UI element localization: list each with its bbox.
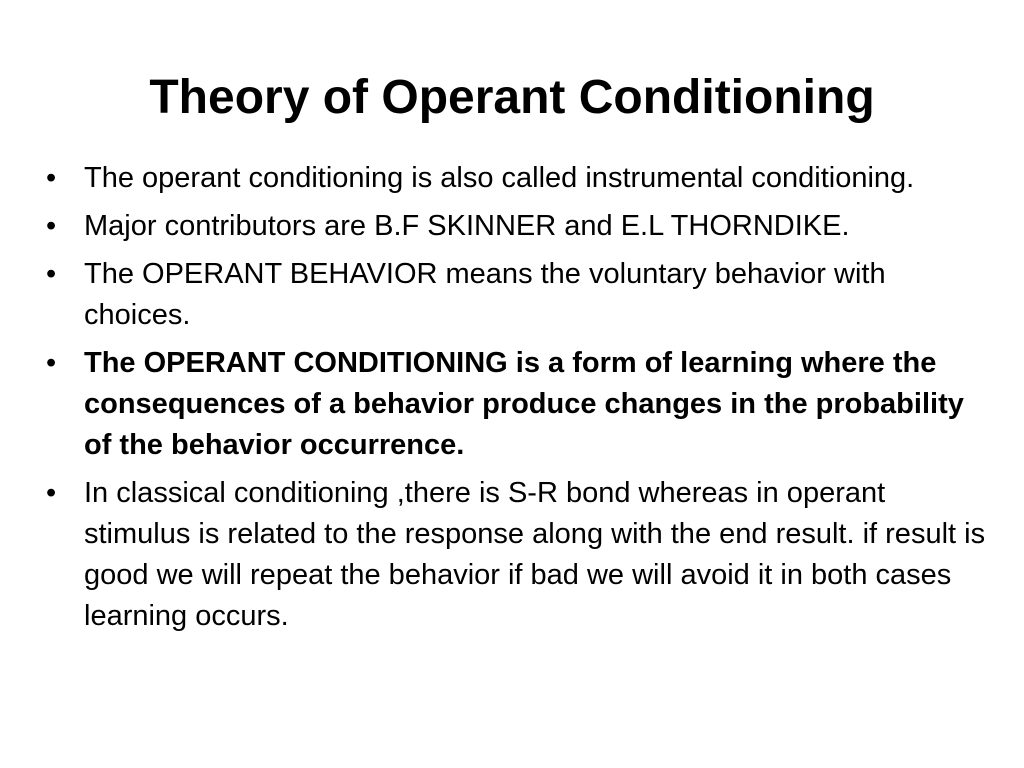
slide-title: Theory of Operant Conditioning <box>149 71 875 124</box>
bullet-item-5 <box>44 473 994 637</box>
bullet-text: Major contributors are B.F SKINNER and E.L THORNDIKE. <box>84 210 850 242</box>
bullet-icon: • <box>46 347 57 379</box>
bullet-icon: • <box>46 477 57 509</box>
bullet-text: The operant conditioning is also called instrumental conditioning. <box>84 162 915 194</box>
bullet-item-3 <box>44 254 994 336</box>
bullet-icon: • <box>46 210 57 242</box>
bullet-text: The OPERANT BEHAVIOR means the voluntary behavior with choices. <box>84 258 886 331</box>
bullet-item-1 <box>44 158 994 199</box>
bullet-item-4 <box>44 343 994 466</box>
bullet-item-2 <box>44 206 994 247</box>
bullet-list <box>44 158 994 644</box>
bullet-icon: • <box>46 258 57 290</box>
bullet-text: In classical conditioning ,there is S-R bond whereas in operant stimulus is related to the response along with the end result. if result is good we will repeat the behavior if bad we will avoid it in both cases learning occurs. <box>84 477 986 632</box>
bullet-text: The OPERANT CONDITIONING is a form of learning where the consequences of a behavior produce changes in the probability of the behavior occurrence. <box>84 347 964 461</box>
bullet-icon: • <box>46 162 57 194</box>
